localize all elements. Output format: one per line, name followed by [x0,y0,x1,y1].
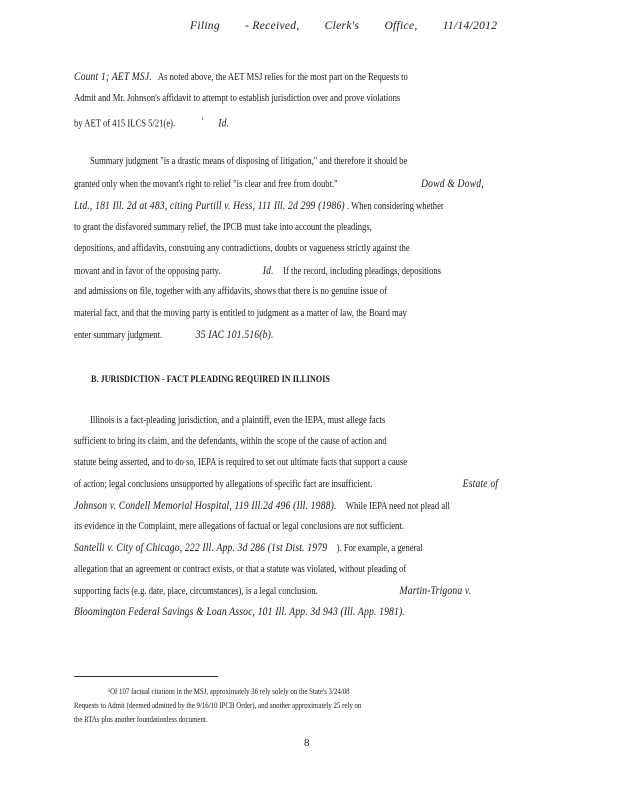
citation: Johnson v. Condell Memorial Hospital, 119 Ill.2d 496 (Ill. 1988). [74,500,337,512]
para2-line8: material fact, and that the moving party is entitled to judgment as a matter of law, the Board may [74,308,407,319]
para2-line2 [74,177,484,192]
para1-line2: Admit and Mr. Johnson's affidavit to attempt to establish jurisdiction over and prove violations [74,93,401,104]
citation: 35 IAC 101.516(b). [195,329,274,341]
body-text: If the record, including pleadings, depositions [283,266,441,277]
footnote-divider [74,676,218,677]
footnote-line1: ¹Of 107 factual citations in the MSJ, approximately 36 rely solely on the State's 3/24/08 [108,687,350,696]
para1-line3 [74,113,229,131]
para1-line1 [74,70,408,85]
page-number: 8 [304,737,310,749]
section-heading: B. JURISDICTION - FACT PLEADING REQUIRED IN ILLINOIS [91,375,330,385]
para3-line3: statute being asserted, and to do so, IEPA is required to set out ultimate facts that support a cause [74,457,408,468]
body-text: enter summary judgment. [74,330,163,341]
citation: Id. [218,117,230,130]
header-office: Office, [384,20,418,32]
body-text: While IEPA need not plead all [345,501,450,512]
footnote-line3: the RTAs plus another foundationless document. [74,715,208,724]
citation: Santelli v. City of Chicago, 222 Ill. App. 3d 286 (1st Dist. 1979 [74,542,328,554]
citation: Ltd., 181 Ill. 2d at 483, citing Purtill v. Hess, 111 Ill. 2d 299 (1986) [74,200,345,212]
para2-line9 [74,328,274,343]
para2-line7: and admissions on file, together with any affidavits, shows that there is no genuine issue of [74,286,387,297]
body-text: . When considering whether [346,201,444,212]
para3-line7 [74,541,423,556]
para3-line6: its evidence in the Complaint, mere allegations of factual or legal conclusions are not sufficient. [74,521,404,532]
body-text: granted only when the movant's right to relief "is clear and free from doubt." [74,179,338,190]
header-received: - Received, [245,20,300,32]
citation: Dowd & Dowd, [421,178,484,190]
para2-line6 [74,264,441,279]
header-date: 11/14/2012 [442,20,498,32]
para2-line5: depositions, and affidavits, construing any contradictions, doubts or vagueness strictly against the [74,243,410,254]
filing-header [190,20,519,32]
header-clerks: Clerk's [324,20,360,32]
footnote-line2: Requests to Admit (deemed admitted by the 9/16/10 IPCB Order), and another approximately 25 rely on [74,701,362,710]
body-text: by AET of 415 ILCS 5/21(e). [74,118,176,130]
para2-line3 [74,199,444,214]
para2-line1: Summary judgment "is a drastic means of disposing of litigation," and therefore it should be [90,156,408,167]
para2-line4: to grant the disfavored summary relief, the IPCB must take into account the pleadings, [74,222,372,233]
para3-line1: Illinois is a fact-pleading jurisdiction, and a plaintiff, even the IEPA, must allege facts [90,415,386,426]
para3-line10 [74,605,405,620]
footnote-marker: ¹ [201,116,204,124]
para3-line4 [74,477,498,492]
body-text: supporting facts (e.g. date, place, circumstances), is a legal conclusion. [74,586,318,597]
para3-line5 [74,499,450,514]
para3-line9 [74,584,471,599]
body-text: of action; legal conclusions unsupported by allegations of specific fact are insufficient. [74,479,373,490]
citation: Id. [262,265,274,277]
para3-line2: sufficient to bring its claim, and the defendants, within the scope of the cause of action and [74,436,387,447]
header-filing: Filing [190,20,220,32]
body-text: ). For example, a general [336,543,423,554]
citation: Count 1; AET MSJ. [74,71,152,83]
body-text: movant and in favor of the opposing party. [74,266,221,277]
citation: Bloomington Federal Savings & Loan Assoc, 101 Ill. App. 3d 943 (Ill. App. 1981). [74,606,405,618]
citation: Estate of [462,478,499,490]
citation: Martin-Trigona v. [399,585,472,597]
body-text: As noted above, the AET MSJ relies for the most part on the Requests to [157,72,408,83]
para3-line8: allegation that an agreement or contract exists, or that a statute was violated, without pleading of [74,564,407,575]
